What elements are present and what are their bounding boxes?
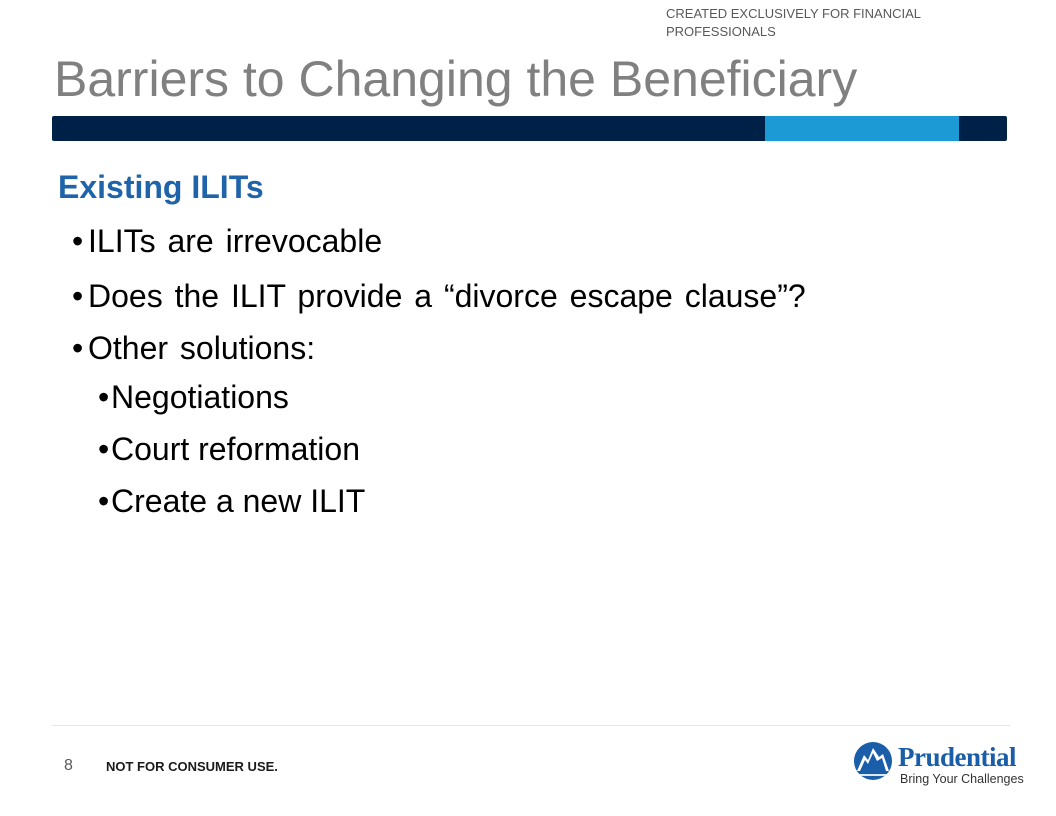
title-divider-band: [52, 116, 1007, 141]
logo-tagline: Bring Your Challenges: [900, 772, 1024, 786]
bullet-icon: •: [98, 431, 110, 467]
footer-disclaimer: NOT FOR CONSUMER USE.: [106, 759, 278, 774]
slide-title: Barriers to Changing the Beneficiary: [54, 51, 858, 107]
bullet-icon: •: [98, 379, 110, 415]
bullet-text: Other solutions:: [88, 330, 316, 366]
logo-wordmark: Prudential: [898, 742, 1017, 772]
rock-of-gibraltar-icon: [853, 741, 893, 781]
bullet-icon: •: [72, 223, 84, 259]
sub-bullet-text: Negotiations: [111, 379, 289, 415]
bullet-item: [72, 328, 315, 368]
section-subheading: Existing ILITs: [58, 169, 264, 205]
footer-divider: [52, 725, 1010, 726]
title-divider-accent: [765, 116, 959, 141]
page-number: 8: [64, 757, 73, 774]
bullet-item: [72, 221, 382, 261]
bullet-icon: •: [98, 483, 110, 519]
audience-notice: CREATED EXCLUSIVELY FOR FINANCIAL PROFESSIONALS: [666, 6, 921, 39]
bullet-text: ILITs are irrevocable: [88, 223, 383, 259]
bullet-text: Does the ILIT provide a “divorce escape clause”?: [88, 278, 806, 314]
bullet-item: [72, 276, 806, 316]
prudential-logo: [853, 740, 1024, 792]
sub-bullet-text: Court reformation: [111, 431, 360, 467]
bullet-icon: •: [72, 278, 84, 314]
bullet-icon: •: [72, 330, 84, 366]
sub-bullet-item: [98, 377, 289, 417]
sub-bullet-text: Create a new ILIT: [111, 483, 366, 519]
sub-bullet-item: [98, 481, 365, 521]
sub-bullet-item: [98, 429, 360, 469]
